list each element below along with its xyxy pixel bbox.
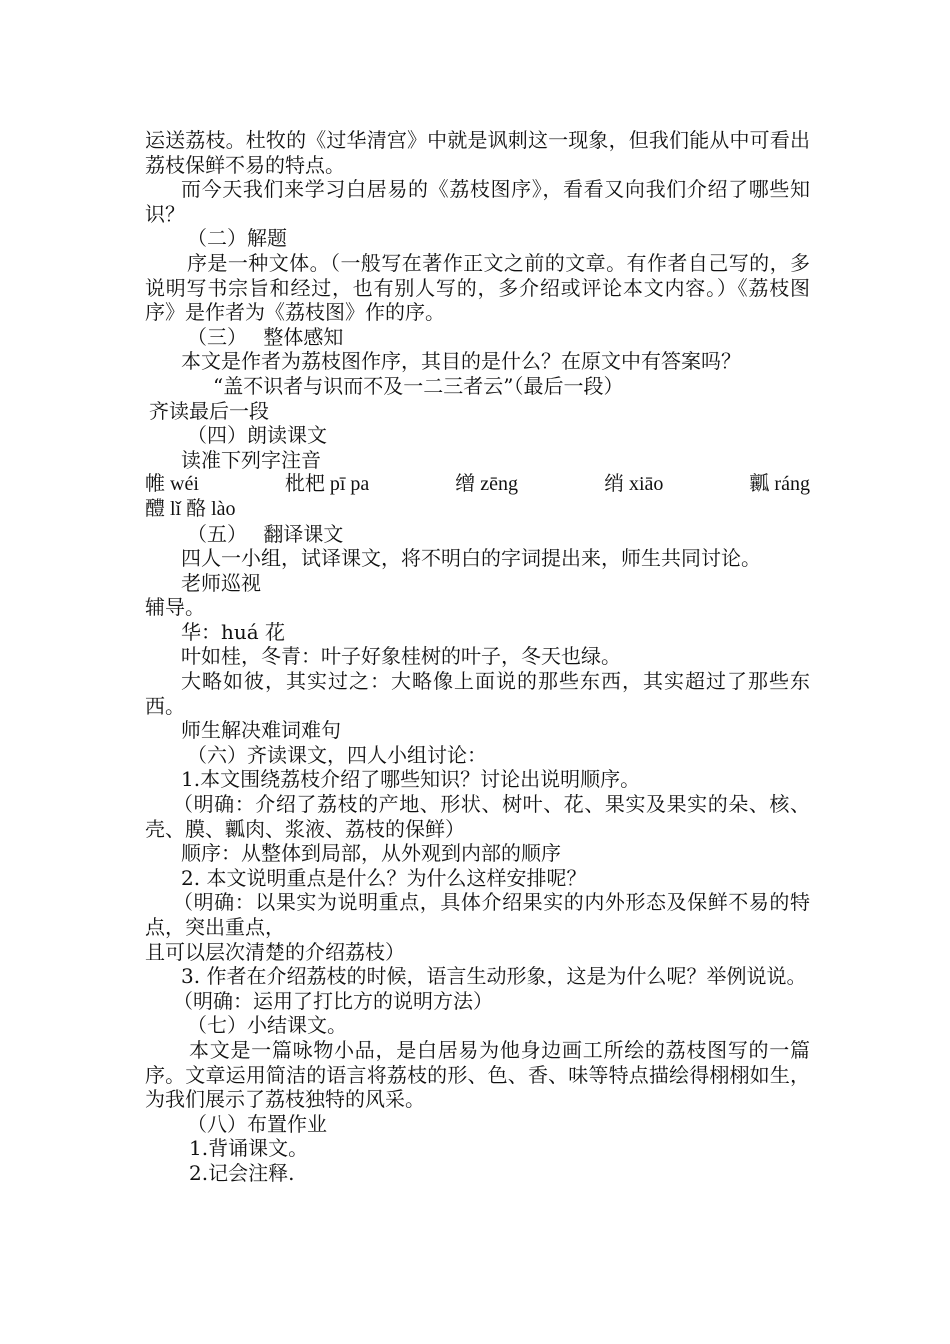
heading-section-3: （三） 整体感知 bbox=[187, 324, 344, 349]
heading-section-6: （六）齐读课文，四人小组讨论： bbox=[187, 742, 487, 767]
pinyin-item: 绡 xiāo bbox=[604, 473, 664, 496]
question-2: 2. 本文说明重点是什么？为什么这样安排呢？ bbox=[181, 865, 587, 890]
vocab-dalue: 大略如彼，其实过之：大略像上面说的那些东西，其实超过了那些东西。 bbox=[145, 669, 810, 718]
quote-answer: “盖不识者与识而不及一二三者云”（最后一段） bbox=[213, 373, 624, 398]
pinyin-item: 帷 wéi bbox=[145, 473, 199, 496]
homework-1: 1.背诵课文。 bbox=[189, 1136, 309, 1161]
answer-2-cont: 且可以层次清楚的介绍荔枝） bbox=[145, 939, 405, 964]
heading-section-5: （五） 翻译课文 bbox=[187, 521, 344, 546]
pinyin-instruction: 读准下列字注音 bbox=[181, 447, 321, 472]
answer-3: （明确：运用了打比方的说明方法） bbox=[173, 988, 493, 1013]
vocab-hua: 华：huá 花 bbox=[181, 619, 286, 644]
question-purpose: 本文是作者为荔枝图作序，其目的是什么？在原文中有答案吗？ bbox=[181, 349, 741, 374]
order-statement: 顺序：从整体到局部，从外观到内部的顺序 bbox=[181, 841, 561, 866]
pinyin-row-2: 醴 lǐ 酪 lào bbox=[145, 497, 236, 520]
pinyin-item: 瓤 ráng bbox=[749, 473, 810, 496]
answer-2: （明确：以果实为说明重点，具体介绍果实的内外形态及保鲜不易的特点，突出重点， bbox=[145, 890, 810, 939]
paragraph-preface-definition: 序是一种文体。（一般写在著作正文之前的文章。有作者自己写的，多说明写书宗旨和经过，也有别人写的，多介绍或评论本文内容。）《荔枝图序》是作者为《荔枝图》作的序。 bbox=[145, 250, 810, 325]
heading-section-7: （七）小结课文。 bbox=[187, 1013, 347, 1038]
homework-2: 2.记会注释. bbox=[189, 1160, 295, 1185]
question-1: 1.本文围绕荔枝介绍了哪些知识？讨论出说明顺序。 bbox=[181, 767, 641, 792]
paragraph-resolve-words: 师生解决难词难句 bbox=[181, 718, 341, 743]
vocab-leaves: 叶如桂，冬青：叶子好象桂树的叶子，冬天也绿。 bbox=[181, 644, 621, 669]
read-last-paragraph: 齐读最后一段 bbox=[149, 398, 269, 423]
heading-section-4: （四）朗读课文 bbox=[187, 423, 327, 448]
pinyin-row bbox=[145, 472, 810, 497]
heading-section-8: （八）布置作业 bbox=[187, 1111, 327, 1136]
pinyin-item: 缯 zēng bbox=[455, 473, 519, 496]
paragraph-group-translate: 四人一小组，试译课文，将不明白的字词提出来，师生共同讨论。 bbox=[181, 546, 761, 571]
paragraph-teacher-patrol: 老师巡视 bbox=[181, 570, 261, 595]
question-3: 3. 作者在介绍荔枝的时候，语言生动形象，这是为什么呢？举例说说。 bbox=[181, 964, 807, 989]
answer-1: （明确：介绍了荔枝的产地、形状、树叶、花、果实及果实的朵、核、壳、膜、瓤肉、浆液、荔枝的保鲜） bbox=[145, 792, 810, 841]
summary-paragraph: 本文是一篇咏物小品，是白居易为他身边画工所绘的荔枝图写的一篇序。文章运用简洁的语言将荔枝的形、色、香、味等特点描绘得栩栩如生，为我们展示了荔枝独特的风采。 bbox=[145, 1037, 810, 1112]
paragraph-today: 而今天我们来学习白居易的《荔枝图序》，看看又向我们介绍了哪些知识？ bbox=[145, 177, 810, 226]
document-page bbox=[145, 128, 810, 1186]
heading-section-2: （二）解题 bbox=[187, 226, 287, 251]
paragraph-intro: 运送荔枝。杜牧的《过华清宫》中就是讽刺这一现象，但我们能从中可看出荔枝保鲜不易的特点。 bbox=[145, 128, 810, 177]
paragraph-guidance: 辅导。 bbox=[145, 595, 205, 620]
pinyin-item: 枇杷 pī pa bbox=[284, 473, 370, 496]
